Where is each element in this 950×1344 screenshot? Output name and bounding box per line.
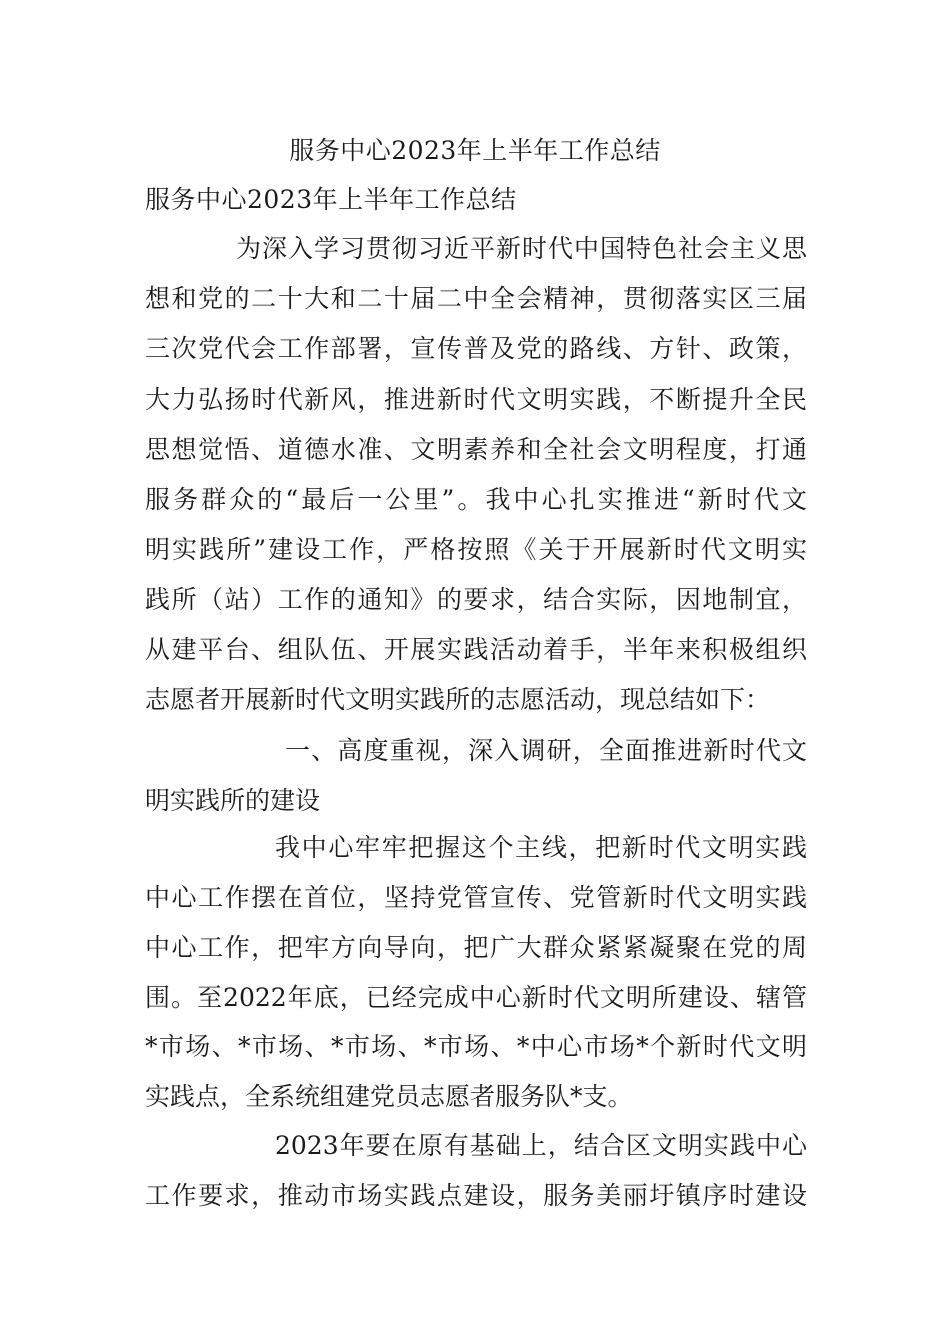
paragraph-3-line: 2023年要在原有基础上，结合区文明实践中心 — [275, 1131, 807, 1160]
paragraph-1-line: 三次党代会工作部署，宣传普及党的路线、方针、政策， — [145, 334, 807, 363]
paragraph-2-line: *市场、*市场、*市场、*市场、*中心市场*个新时代文明 — [145, 1032, 807, 1061]
section-heading-line: 明实践所的建设 — [145, 786, 321, 815]
paragraph-3-line: 工作要求，推动市场实践点建设，服务美丽圩镇序时建设 — [145, 1181, 807, 1210]
paragraph-2-line: 我中心牢牢把握这个主线，把新时代文明实践 — [275, 833, 807, 862]
paragraph-1-line: 服务群众的“最后一公里”。我中心扎实推进“新时代文 — [145, 485, 807, 514]
paragraph-1-line: 明实践所”建设工作，严格按照《关于开展新时代文明实 — [145, 535, 807, 564]
paragraph-1-line: 践所（站）工作的通知》的要求，结合实际，因地制宜， — [145, 585, 807, 614]
paragraph-1-line: 志愿者开展新时代文明实践所的志愿活动，现总结如下： — [145, 685, 771, 714]
paragraph-1-line: 思想觉悟、道德水准、文明素养和全社会文明程度，打通 — [145, 435, 807, 464]
document-subtitle: 服务中心2023年上半年工作总结 — [145, 185, 517, 214]
paragraph-2-line: 围。至2022年底，已经完成中心新时代文明所建设、辖管 — [145, 983, 807, 1012]
paragraph-1-line: 从建平台、组队伍、开展实践活动着手，半年来积极组织 — [145, 635, 807, 664]
paragraph-2-line: 中心工作，把牢方向导向，把广大群众紧紧凝聚在党的周 — [145, 933, 807, 962]
document-title: 服务中心2023年上半年工作总结 — [289, 136, 661, 165]
section-heading-line: 一、高度重视，深入调研，全面推进新时代文 — [285, 736, 807, 765]
paragraph-2-line: 中心工作摆在首位，坚持党管宣传、党管新时代文明实践 — [145, 883, 807, 912]
paragraph-1-line: 大力弘扬时代新风，推进新时代文明实践，不断提升全民 — [145, 385, 807, 414]
paragraph-1-line: 为深入学习贯彻习近平新时代中国特色社会主义思 — [236, 234, 807, 263]
paragraph-1-line: 想和党的二十大和二十届二中全会精神，贯彻落实区三届 — [145, 284, 807, 313]
paragraph-2-line: 实践点，全系统组建党员志愿者服务队*支。 — [145, 1082, 633, 1111]
